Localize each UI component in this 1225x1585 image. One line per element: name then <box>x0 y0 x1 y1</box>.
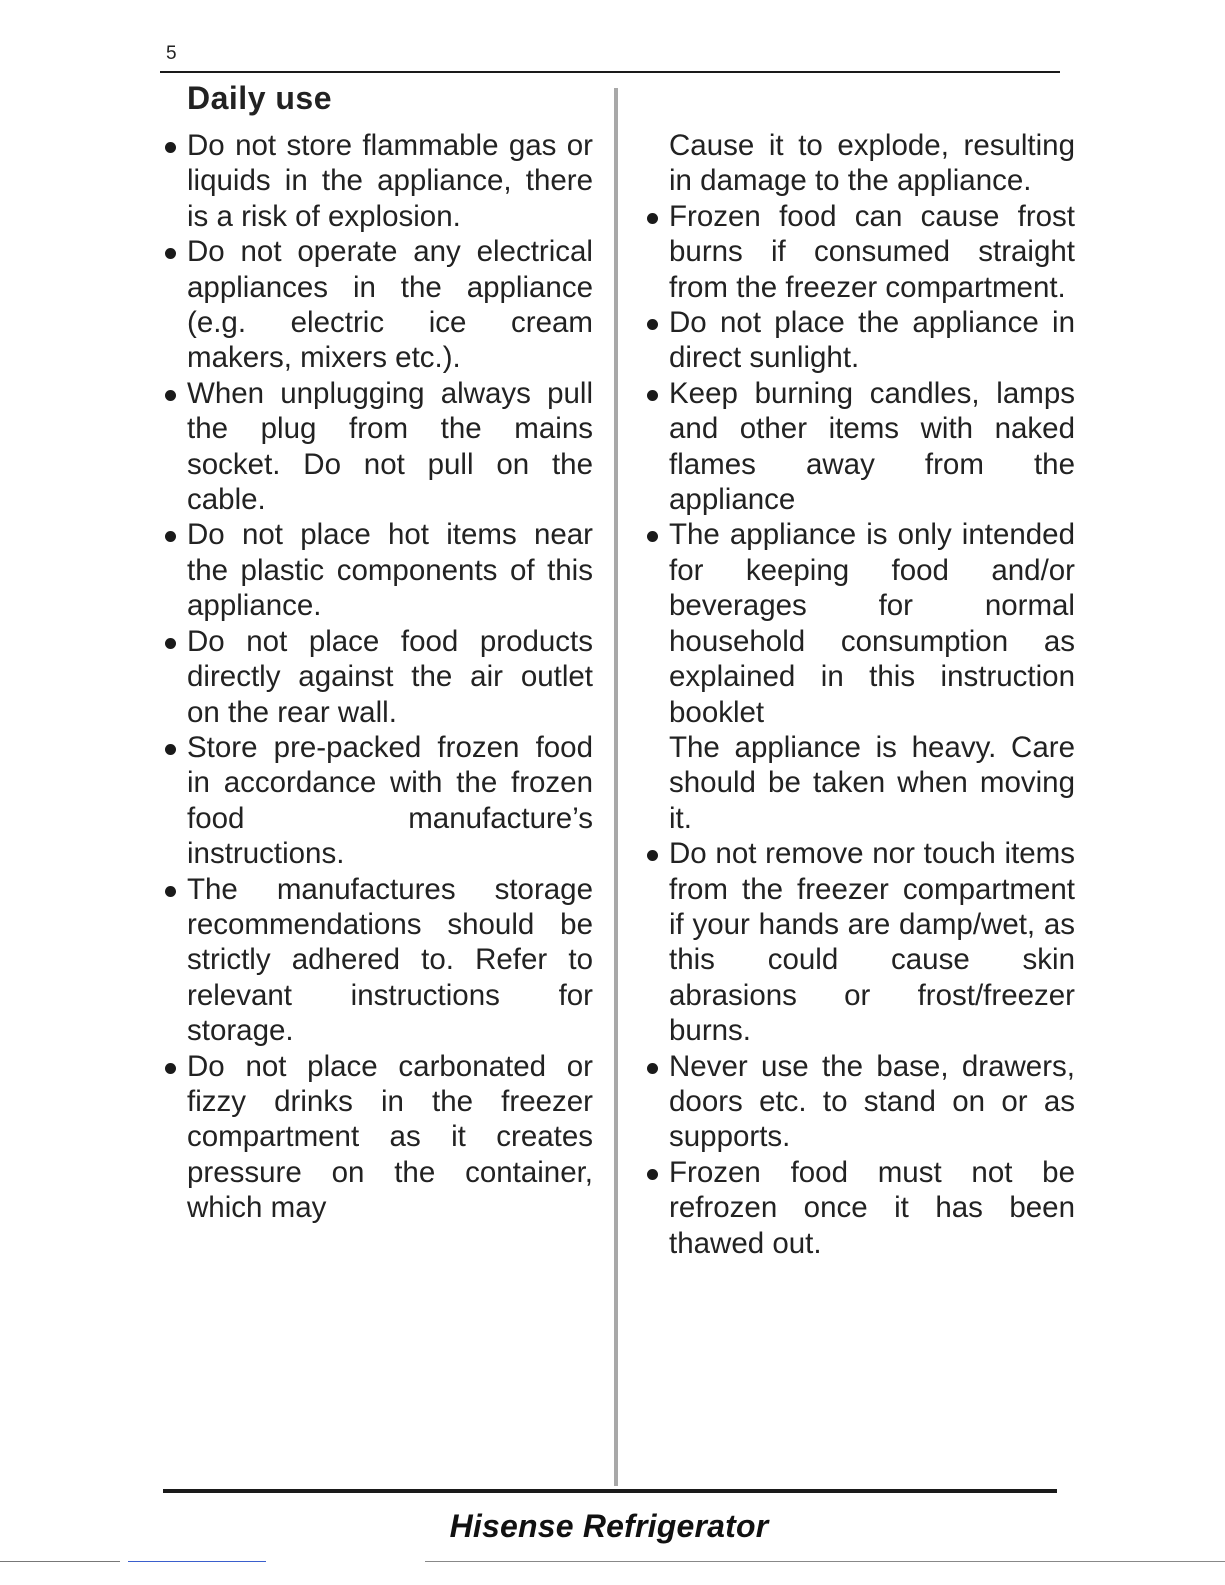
list-item <box>645 1155 1075 1261</box>
list-item <box>163 376 593 518</box>
section-title: Daily use <box>187 80 333 116</box>
scan-artifact-line <box>128 1561 266 1562</box>
column-divider <box>614 88 618 1486</box>
right-column-list <box>645 128 1075 1261</box>
list-item <box>163 128 593 234</box>
page-number: 5 <box>166 43 177 64</box>
list-item-text: Keep burning candles, lamps and other items with naked flames away from the appliance <box>669 376 1075 517</box>
header-divider <box>160 71 1060 73</box>
list-item-text: Cause it to explode, resulting in damage to the appliance. <box>669 129 1075 198</box>
bullet-icon <box>165 531 176 542</box>
list-item <box>163 1049 593 1226</box>
footer-brand: Hisense Refrigerator <box>449 1508 769 1544</box>
bullet-icon <box>165 248 176 259</box>
bullet-icon <box>647 850 658 861</box>
bullet-icon <box>165 638 176 649</box>
bullet-icon <box>165 744 176 755</box>
bullet-icon <box>647 1063 658 1074</box>
list-item-text: Store pre-packed frozen food in accordance with the frozen food manufacture’s instructions. <box>187 730 593 871</box>
list-item <box>645 1049 1075 1155</box>
list-item <box>163 517 593 623</box>
list-item <box>645 305 1075 376</box>
bullet-icon <box>647 213 658 224</box>
bullet-icon <box>647 319 658 330</box>
list-item-text: Do not remove nor touch items from the freezer compartment if your hands are damp/wet, as this could cause skin abrasions or frost/freezer burns. <box>669 837 1075 1048</box>
bullet-icon <box>647 531 658 542</box>
list-item <box>163 234 593 376</box>
list-item <box>163 624 593 730</box>
list-item-text: Frozen food must not be refrozen once it has been thawed out. <box>669 1155 1075 1260</box>
list-item-text: Never use the base, drawers, doors etc. to stand on or as supports. <box>669 1049 1075 1154</box>
list-item-text: Do not operate any electrical appliances in the appliance (e.g. electric ice cream makers, mixers etc.). <box>187 235 593 375</box>
list-item <box>645 128 1075 199</box>
scan-artifact-line <box>425 1561 1225 1562</box>
list-item <box>645 517 1075 729</box>
list-item-text: Frozen food can cause frost burns if consumed straight from the freezer compartment. <box>669 199 1075 304</box>
left-column-list <box>163 128 593 1226</box>
list-item-text: Do not place the appliance in direct sunlight. <box>669 306 1075 375</box>
list-item-text: The appliance is only intended for keeping food and/or beverages for normal household consumption as explained in this instruction booklet <box>669 518 1075 729</box>
list-item <box>163 872 593 1049</box>
list-item <box>645 836 1075 1048</box>
list-item <box>163 730 593 872</box>
list-item <box>645 376 1075 518</box>
list-item-text: The manufactures storage recommendations should be strictly adhered to. Refer to relevant instructions for storage. <box>187 872 593 1048</box>
bullet-icon <box>165 390 176 401</box>
list-item-text: Do not store flammable gas or liquids in the appliance, there is a risk of explosion. <box>187 129 593 233</box>
list-item-text: Do not place food products directly against the air outlet on the rear wall. <box>187 624 593 729</box>
bullet-icon <box>165 886 176 897</box>
list-item <box>645 199 1075 305</box>
list-item-text: When unplugging always pull the plug from the mains socket. Do not pull on the cable. <box>187 376 593 517</box>
bullet-icon <box>165 142 176 153</box>
list-item-text: Do not place hot items near the plastic components of this appliance. <box>187 518 593 623</box>
list-item-text: The appliance is heavy. Care should be taken when moving it. <box>669 730 1075 835</box>
list-item-text: Do not place carbonated or fizzy drinks in the freezer compartment as it creates pressure on the container, which may <box>187 1049 593 1225</box>
list-item <box>645 730 1075 836</box>
bullet-icon <box>647 390 658 401</box>
scan-artifact-line <box>0 1561 120 1562</box>
footer-divider <box>163 1489 1057 1493</box>
bullet-icon <box>647 1169 658 1180</box>
bullet-icon <box>165 1063 176 1074</box>
